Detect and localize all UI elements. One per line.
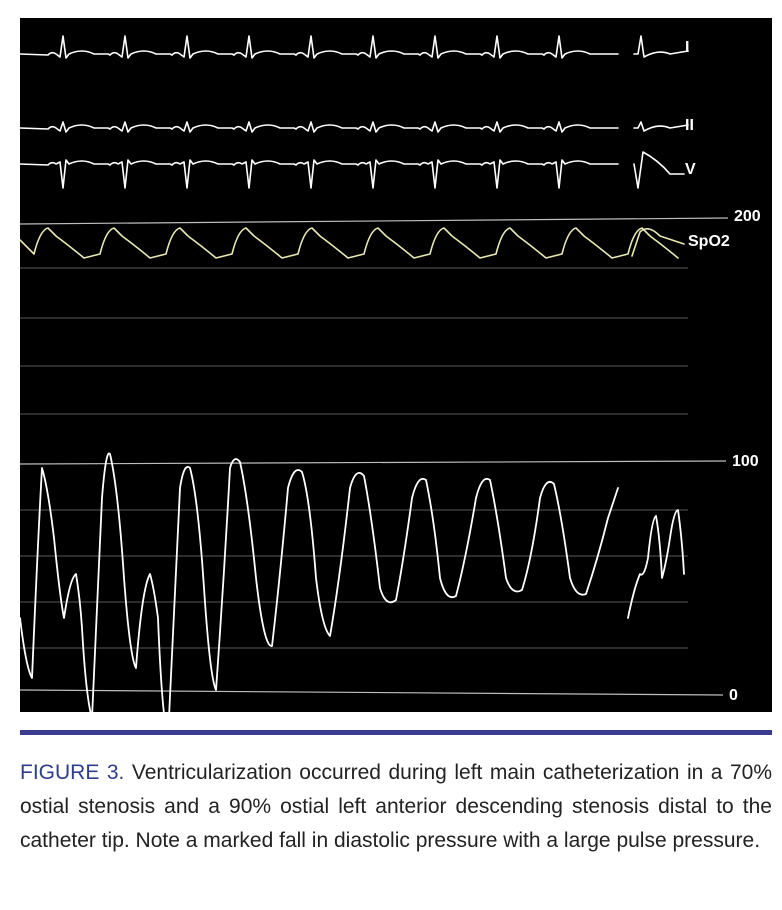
gridline-100 [20, 461, 726, 464]
gridline-200 [20, 218, 728, 224]
spo2-path [20, 228, 678, 258]
pressure-path [20, 453, 618, 712]
ecg-trace-lead-i [20, 36, 688, 58]
caption-text: Ventricularization occurred during left main catheterization in a 70% ostial stenosis and a 90% ostial left anterior descending stenosis distal to the catheter tip. Note a marked fall in diastolic pressure with a large pulse pressure. [20, 761, 772, 852]
scale-label-200: 200 [734, 208, 761, 225]
spo2-trace [20, 228, 684, 258]
figure-caption [20, 756, 772, 858]
lead-label-v: V [685, 161, 696, 178]
gridline-0 [20, 690, 723, 695]
spo2-label: SpO2 [688, 233, 730, 250]
caption-divider [20, 730, 772, 735]
ecg-trace-lead-v [20, 152, 684, 188]
ecg-lead-ii-path [20, 122, 688, 132]
pressure-trace [20, 453, 684, 712]
pressure-gridlines [20, 218, 728, 695]
ecg-trace-lead-ii [20, 122, 688, 132]
figure-label: FIGURE 3. [20, 761, 125, 784]
lead-label-i: I [685, 39, 690, 56]
scale-label-0: 0 [729, 687, 738, 704]
monitor-screen [20, 18, 772, 712]
waveform-canvas [20, 18, 772, 712]
scale-label-100: 100 [732, 453, 759, 470]
ecg-lead-v-path [20, 152, 684, 188]
ecg-lead-i-path [20, 36, 688, 58]
lead-label-ii: II [685, 117, 694, 134]
